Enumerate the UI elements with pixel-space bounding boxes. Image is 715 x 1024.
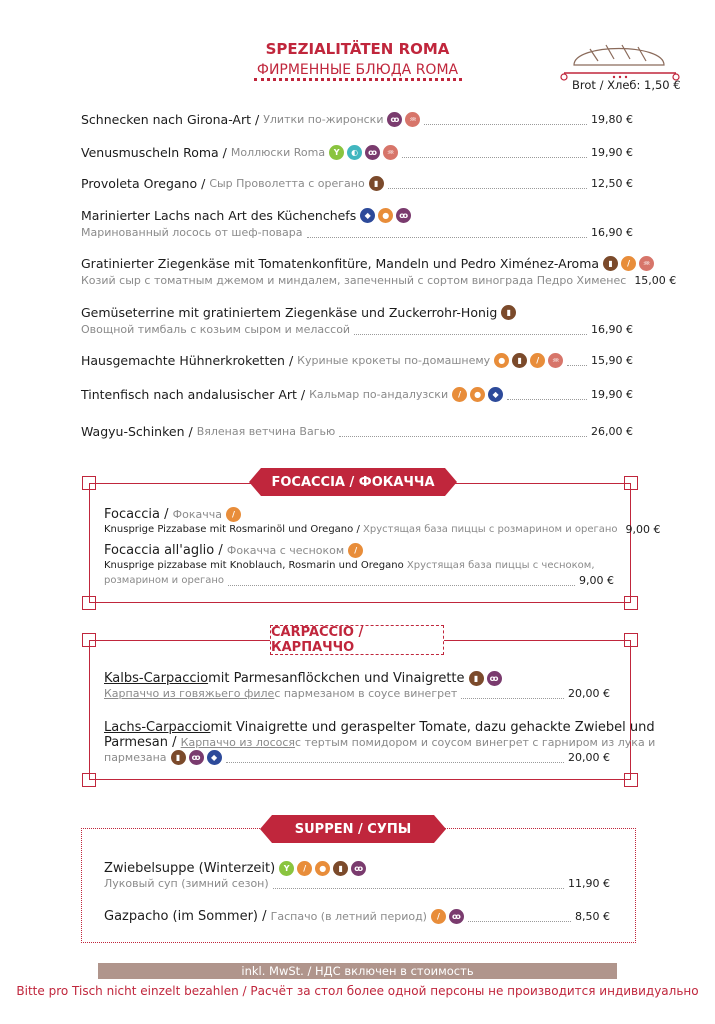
allergen-icon: ꝏ xyxy=(487,671,502,686)
menu-item: Hausgemachte Hühnerkroketten / Куриные крокеты по-домашнему ● ▮ / ♒ 15,90 € xyxy=(81,353,633,368)
allergen-icons xyxy=(226,507,241,522)
allergen-icon: ● xyxy=(470,387,485,402)
allergen-icon: Y xyxy=(329,145,344,160)
allergen-icon: ꝏ xyxy=(351,861,366,876)
menu-item: Marinierter Lachs nach Art des Küchenchefs ◆ ● ꝏ Маринованный лосось от шеф-повара 16,90 € xyxy=(81,208,633,239)
allergen-icon: ◆ xyxy=(488,387,503,402)
allergen-icons xyxy=(171,750,222,765)
allergen-icon: / xyxy=(348,543,363,558)
allergen-icon: / xyxy=(226,507,241,522)
allergen-icon: ◐ xyxy=(347,145,362,160)
allergen-icon: ● xyxy=(378,208,393,223)
allergen-icon: / xyxy=(530,353,545,368)
menu-item: Lachs-Carpaccio mit Vinaigrette und geraspelter Tomate, dazu gehackte Zwiebel und Parmesan / Карпаччо из лосося с тертым помидором и соусом винегрет с гарниром из лука и пармезана ▮ ꝏ ◆ 20,00 € xyxy=(104,720,656,764)
allergen-icon: ◆ xyxy=(207,750,222,765)
menu-item: Venusmuscheln Roma / Моллюски Roma Y ◐ ꝏ ♒ 19,90 € xyxy=(81,145,633,160)
menu-item: Focaccia / Фокачча / Knusprige Pizzabase mit Rosmarinöl und Oregano / Хрустящая база пиццы с розмарином и орегано 9,00 € xyxy=(104,507,661,536)
vat-note: inkl. MwSt. / НДС включен в стоимость xyxy=(98,963,617,979)
page-subtitle: ФИРМЕННЫЕ БЛЮДА ROMA xyxy=(256,62,459,78)
allergen-icons xyxy=(603,256,654,271)
menu-item: Tintenfisch nach andalusischer Art / Кальмар по-андалузски / ● ◆ 19,90 € xyxy=(81,387,633,402)
allergen-icons xyxy=(279,861,366,876)
bread-price: Brot / Хлеб: 1,50 € xyxy=(572,78,681,92)
allergen-icons xyxy=(348,543,363,558)
section-title-focaccia: FOCACCIA / ФОКАЧЧА xyxy=(261,468,445,496)
allergen-icon: ▮ xyxy=(603,256,618,271)
allergen-icon: ● xyxy=(315,861,330,876)
menu-item: Schnecken nach Girona-Art / Улитки по-жиронски ꝏ ♒ 19,80 € xyxy=(81,112,633,127)
allergen-icons xyxy=(494,353,563,368)
menu-item: Gazpacho (im Sommer) / Гаспачо (в летний период) / ꝏ 8,50 € xyxy=(104,909,610,924)
allergen-icon: / xyxy=(431,909,446,924)
allergen-icon: ꝏ xyxy=(449,909,464,924)
allergen-icon: ♒ xyxy=(383,145,398,160)
allergen-icon: / xyxy=(297,861,312,876)
menu-item: Focaccia all'aglio / Фокачча с чесноком / Knusprige pizzabase mit Knoblauch, Rosmarin und Oregano Хрустящая база пиццы с чесноком, розмарином и орегано 9,00 € xyxy=(104,543,614,587)
allergen-icon: ◆ xyxy=(360,208,375,223)
allergen-icon: Y xyxy=(279,861,294,876)
allergen-icon: ▮ xyxy=(369,176,384,191)
allergen-icon: ꝏ xyxy=(396,208,411,223)
page-title: SPEZIALITÄTEN ROMA xyxy=(265,40,450,58)
allergen-icons xyxy=(469,671,502,686)
allergen-icons xyxy=(501,305,516,320)
allergen-icons xyxy=(387,112,420,127)
allergen-icon: ▮ xyxy=(469,671,484,686)
allergen-icon: ▮ xyxy=(333,861,348,876)
menu-item: Wagyu-Schinken / Вяленая ветчина Вагью 26,00 € xyxy=(81,424,633,439)
allergen-icons xyxy=(431,909,464,924)
payment-note: Bitte pro Tisch nicht einzelt bezahlen / Расчёт за стол более одной персоны не производится индивидуально xyxy=(16,984,699,998)
allergen-icons xyxy=(452,387,503,402)
allergen-icon: ▮ xyxy=(512,353,527,368)
menu-item: Gratinierter Ziegenkäse mit Tomatenkonfitüre, Mandeln und Pedro Ximénez-Aroma ▮ / ♒ Козий сыр с томатным джемом и миндалем, запеченный с сортом винограда Педро Хименес 15,00 € xyxy=(81,256,677,287)
section-title-soups: SUPPEN / СУПЫ xyxy=(272,815,434,843)
menu-item: Gemüseterrine mit gratiniertem Ziegenkäse und Zuckerrohr-Honig ▮ Овощной тимбаль с козьим сыром и мелассой 16,90 € xyxy=(81,305,633,336)
menu-item: Zwiebelsuppe (Winterzeit) Y / ● ▮ ꝏ Луковый суп (зимний сезон) 11,90 € xyxy=(104,861,610,890)
allergen-icon: ♒ xyxy=(405,112,420,127)
allergen-icons xyxy=(369,176,384,191)
allergen-icon: ♒ xyxy=(639,256,654,271)
allergen-icon: ꝏ xyxy=(365,145,380,160)
allergen-icon: ▮ xyxy=(501,305,516,320)
allergen-icon: ♒ xyxy=(548,353,563,368)
allergen-icon: ꝏ xyxy=(387,112,402,127)
allergen-icons xyxy=(360,208,411,223)
allergen-icon: ꝏ xyxy=(189,750,204,765)
allergen-icon: ▮ xyxy=(171,750,186,765)
allergen-icon: / xyxy=(452,387,467,402)
allergen-icons xyxy=(329,145,398,160)
allergen-icon: ● xyxy=(494,353,509,368)
menu-item: Kalbs-Carpaccio mit Parmesanflöckchen und Vinaigrette ▮ ꝏ Карпаччо из говяжьего филе с пармезаном в соусе винегрет 20,00 € xyxy=(104,671,610,700)
menu-item: Provoleta Oregano / Сыр Проволетта с орегано ▮ 12,50 € xyxy=(81,176,633,191)
section-title-carpaccio: CARPACCIO / КАРПАЧЧО xyxy=(270,625,444,655)
allergen-icon: / xyxy=(621,256,636,271)
